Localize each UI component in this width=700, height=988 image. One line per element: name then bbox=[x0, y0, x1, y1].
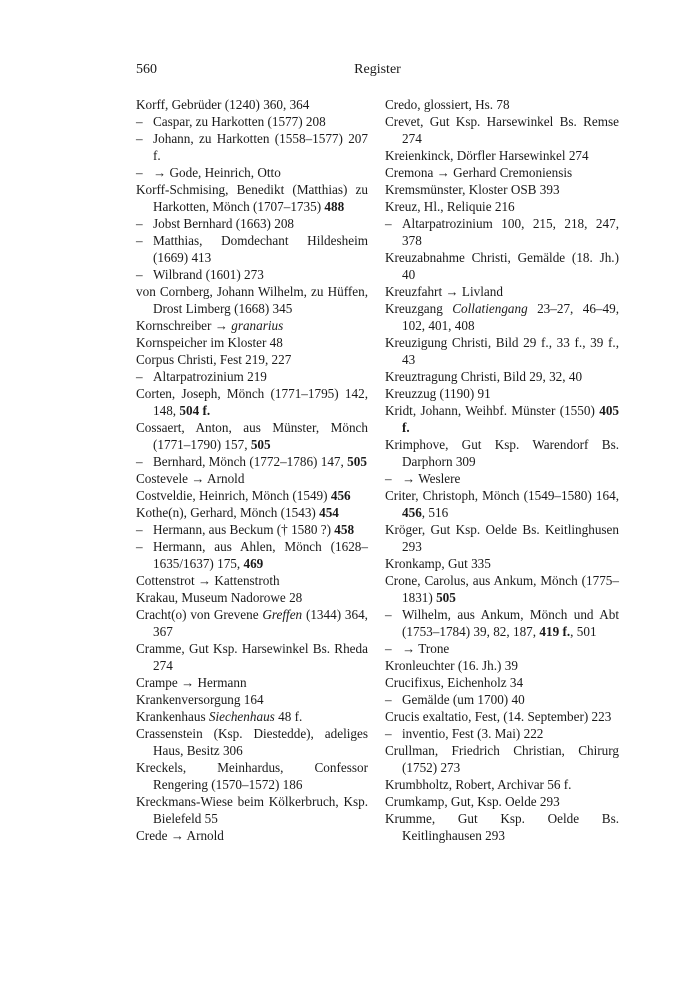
page-ref-bold: 505 bbox=[250, 437, 271, 452]
index-entry bbox=[385, 572, 619, 606]
entry-text: Crevet, Gut Ksp. Harsewinkel Bs. Remse 274 bbox=[385, 114, 619, 146]
index-entry bbox=[385, 810, 619, 844]
index-entry bbox=[136, 708, 368, 725]
index-subentry bbox=[385, 691, 619, 708]
entry-text: Criter, Christoph, Mönch (1549–1580) 164, bbox=[385, 488, 619, 503]
subentry-dash: – bbox=[136, 131, 143, 146]
index-entry bbox=[385, 793, 619, 810]
entry-text: (1344) 364, 367 bbox=[153, 607, 368, 639]
index-subentry bbox=[136, 232, 368, 266]
index-entry bbox=[385, 164, 619, 181]
subentry-dash: – bbox=[385, 641, 392, 656]
index-entry bbox=[385, 249, 619, 283]
index-entry bbox=[136, 96, 368, 113]
index-entry bbox=[385, 181, 619, 198]
entry-text: Bernhard, Mönch (1772–1786) 147, bbox=[153, 454, 348, 469]
entry-text: 23–27, 46–49, 102, 401, 408 bbox=[402, 301, 619, 333]
index-entry bbox=[385, 113, 619, 147]
entry-text: Credo, glossiert, Hs. 78 bbox=[385, 97, 510, 112]
entry-text: Wilhelm, aus Ankum, Mönch und Abt (1753–1784) 39, 82, 187, bbox=[402, 607, 619, 639]
index-subentry bbox=[136, 521, 368, 538]
entry-text: Korff-Schmising, Benedikt (Matthias) zu Harkotten, Mönch (1707–1735) bbox=[136, 182, 368, 214]
entry-text: Kronkamp, Gut 335 bbox=[385, 556, 491, 571]
index-entry bbox=[385, 674, 619, 691]
entry-text: Kreuzzug (1190) 91 bbox=[385, 386, 491, 401]
entry-text: Kreuz, Hl., Reliquie 216 bbox=[385, 199, 515, 214]
index-entry bbox=[136, 504, 368, 521]
index-subentry bbox=[385, 606, 619, 640]
page-ref-bold: 469 bbox=[243, 556, 264, 571]
entry-text: Caspar, zu Harkotten (1577) 208 bbox=[153, 114, 326, 129]
entry-text: Crucis exaltatio, Fest, (14. September) 223 bbox=[385, 709, 612, 724]
index-subentry bbox=[136, 266, 368, 283]
subentry-dash: – bbox=[136, 369, 143, 384]
entry-text: → Gode, Heinrich, Otto bbox=[153, 165, 281, 180]
index-subentry bbox=[136, 164, 368, 181]
index-entry bbox=[136, 606, 368, 640]
entry-text: Costveldie, Heinrich, Mönch (1549) bbox=[136, 488, 331, 503]
subentry-dash: – bbox=[136, 165, 143, 180]
entry-text: Kremsmünster, Kloster OSB 393 bbox=[385, 182, 560, 197]
entry-text: Cottenstrot → Kattenstroth bbox=[136, 573, 280, 588]
index-entry bbox=[136, 351, 368, 368]
index-entry bbox=[385, 368, 619, 385]
entry-text: Korff, Gebrüder (1240) 360, 364 bbox=[136, 97, 310, 112]
entry-text: → Weslere bbox=[402, 471, 461, 486]
entry-text: Gemälde (um 1700) 40 bbox=[402, 692, 525, 707]
index-entry bbox=[385, 776, 619, 793]
index-entry bbox=[385, 96, 619, 113]
index-subentry bbox=[385, 640, 619, 657]
index-entry bbox=[385, 436, 619, 470]
entry-text: Cramme, Gut Ksp. Harsewinkel Bs. Rheda 274 bbox=[136, 641, 368, 673]
entry-text: Hermann, aus Ahlen, Mönch (1628–1635/1637) 175, bbox=[153, 539, 368, 571]
entry-text: Kornschreiber → bbox=[136, 318, 232, 333]
index-entry bbox=[385, 334, 619, 368]
subentry-dash: – bbox=[385, 726, 392, 741]
entry-text: 48 f. bbox=[274, 709, 303, 724]
entry-text: Crumkamp, Gut, Ksp. Oelde 293 bbox=[385, 794, 560, 809]
page-ref-bold: 419 f. bbox=[539, 624, 571, 639]
index-entry bbox=[136, 793, 368, 827]
entry-text: Matthias, Domdechant Hildesheim (1669) 413 bbox=[153, 233, 368, 265]
entry-text: Kreienkinck, Dörfler Harsewinkel 274 bbox=[385, 148, 589, 163]
entry-text: Kreckels, Meinhardus, Confessor Rengering (1570–1572) 186 bbox=[136, 760, 368, 792]
entry-text: Cremona → Gerhard Cremoniensis bbox=[385, 165, 573, 180]
entry-text: Cossaert, Anton, aus Münster, Mönch (1771–1790) 157, bbox=[136, 420, 368, 452]
index-entry bbox=[136, 283, 368, 317]
index-entry bbox=[385, 555, 619, 572]
subentry-dash: – bbox=[136, 216, 143, 231]
entry-text: Corpus Christi, Fest 219, 227 bbox=[136, 352, 292, 367]
index-entry bbox=[385, 300, 619, 334]
entry-text: Altarpatrozinium 100, 215, 218, 247, 378 bbox=[402, 216, 619, 248]
index-entry bbox=[385, 657, 619, 674]
entry-text: , 516 bbox=[421, 505, 449, 520]
subentry-dash: – bbox=[136, 454, 143, 469]
term-italic: Siechenhaus bbox=[208, 709, 275, 724]
entry-text: Cracht(o) von Grevene bbox=[136, 607, 263, 622]
entry-text: Altarpatrozinium 219 bbox=[153, 369, 267, 384]
entry-text: Johann, zu Harkotten (1558–1577) 207 f. bbox=[153, 131, 368, 163]
entry-text: Hermann, aus Beckum († 1580 ?) bbox=[153, 522, 335, 537]
running-title: Register bbox=[354, 62, 401, 77]
index-column-left bbox=[136, 96, 368, 844]
entry-text: Krimphove, Gut Ksp. Warendorf Bs. Darphorn 309 bbox=[385, 437, 619, 469]
index-entry bbox=[385, 708, 619, 725]
entry-text: Kronleuchter (16. Jh.) 39 bbox=[385, 658, 518, 673]
entry-text: Kridt, Johann, Weihbf. Münster (1550) bbox=[385, 403, 600, 418]
entry-text: Krumme, Gut Ksp. Oelde Bs. Keitlinghausen 293 bbox=[385, 811, 619, 843]
entry-text: Jobst Bernhard (1663) 208 bbox=[153, 216, 295, 231]
page-ref-bold: 405 f. bbox=[402, 403, 619, 435]
index-entry bbox=[385, 147, 619, 164]
subentry-dash: – bbox=[136, 539, 143, 554]
index-column-right bbox=[385, 96, 619, 844]
entry-text: Krankenversorgung 164 bbox=[136, 692, 264, 707]
entry-text: Crede → Arnold bbox=[136, 828, 224, 843]
entry-text: Kreuzigung Christi, Bild 29 f., 33 f., 39 f., 43 bbox=[385, 335, 619, 367]
page-ref-bold: 504 f. bbox=[179, 403, 211, 418]
subentry-dash: – bbox=[136, 233, 143, 248]
index-entry bbox=[385, 487, 619, 521]
entry-text: → Trone bbox=[402, 641, 450, 656]
page-ref-bold: 456 bbox=[402, 505, 422, 520]
entry-text: , 501 bbox=[570, 624, 597, 639]
entry-text: Crone, Carolus, aus Ankum, Mönch (1775–1831) bbox=[385, 573, 619, 605]
index-entry bbox=[136, 640, 368, 674]
entry-text: Krumbholtz, Robert, Archivar 56 f. bbox=[385, 777, 572, 792]
index-entry bbox=[385, 198, 619, 215]
entry-text: Crullman, Friedrich Christian, Chirurg (1752) 273 bbox=[385, 743, 619, 775]
entry-text: Kröger, Gut Ksp. Oelde Bs. Keitlinghusen 293 bbox=[385, 522, 619, 554]
index-subentry bbox=[385, 725, 619, 742]
subentry-dash: – bbox=[385, 607, 392, 622]
entry-text: Krankenhaus bbox=[136, 709, 209, 724]
index-entry bbox=[385, 402, 619, 436]
subentry-dash: – bbox=[385, 216, 392, 231]
index-subentry bbox=[136, 113, 368, 130]
entry-text: Kreuztragung Christi, Bild 29, 32, 40 bbox=[385, 369, 583, 384]
index-subentry bbox=[136, 130, 368, 164]
entry-text: Kornspeicher im Kloster 48 bbox=[136, 335, 283, 350]
entry-text: Kreuzgang bbox=[385, 301, 453, 316]
subentry-dash: – bbox=[136, 267, 143, 282]
subentry-dash: – bbox=[385, 692, 392, 707]
page-ref-bold: 456 bbox=[330, 488, 351, 503]
entry-text: Costevele → Arnold bbox=[136, 471, 245, 486]
index-subentry bbox=[385, 215, 619, 249]
entry-text: inventio, Fest (3. Mai) 222 bbox=[402, 726, 544, 741]
index-entry bbox=[136, 419, 368, 453]
page-ref-bold: 505 bbox=[436, 590, 456, 605]
page-ref-bold: 454 bbox=[319, 505, 339, 520]
index-entry bbox=[136, 759, 368, 793]
entry-text: Kreuzabnahme Christi, Gemälde (18. Jh.) 40 bbox=[385, 250, 619, 282]
page-ref-bold: 458 bbox=[334, 522, 355, 537]
subentry-dash: – bbox=[136, 522, 143, 537]
index-subentry bbox=[136, 453, 368, 470]
entry-text: Crassenstein (Ksp. Diestedde), adeliges Haus, Besitz 306 bbox=[136, 726, 368, 758]
entry-text: von Cornberg, Johann Wilhelm, zu Hüffen, Drost Limberg (1668) 345 bbox=[136, 284, 368, 316]
index-entry bbox=[136, 317, 368, 334]
index-entry bbox=[136, 487, 368, 504]
index-entry bbox=[385, 283, 619, 300]
entry-text: Kreuzfahrt → Livland bbox=[385, 284, 503, 299]
index-entry bbox=[136, 691, 368, 708]
term-italic: Collatiengang bbox=[452, 301, 528, 316]
entry-text: Crampe → Hermann bbox=[136, 675, 247, 690]
entry-text: Kothe(n), Gerhard, Mönch (1543) bbox=[136, 505, 320, 520]
entry-text: Corten, Joseph, Mönch (1771–1795) 142, 148, bbox=[136, 386, 368, 418]
index-entry bbox=[136, 572, 368, 589]
page-ref-bold: 488 bbox=[324, 199, 345, 214]
term-italic: granarius bbox=[231, 318, 284, 333]
page-number: 560 bbox=[136, 62, 157, 77]
index-subentry bbox=[136, 215, 368, 232]
index-entry bbox=[136, 725, 368, 759]
index-entry bbox=[385, 385, 619, 402]
index-entry bbox=[385, 521, 619, 555]
entry-text: Krakau, Museum Nadorowe 28 bbox=[136, 590, 303, 605]
index-entry bbox=[136, 589, 368, 606]
index-entry bbox=[136, 470, 368, 487]
index-subentry bbox=[385, 470, 619, 487]
index-entry bbox=[136, 181, 368, 215]
index-entry bbox=[136, 385, 368, 419]
subentry-dash: – bbox=[136, 114, 143, 129]
entry-text: Kreckmans-Wiese beim Kölkerbruch, Ksp. Bielefeld 55 bbox=[136, 794, 368, 826]
index-entry bbox=[136, 334, 368, 351]
entry-text: Wilbrand (1601) 273 bbox=[153, 267, 264, 282]
index-subentry bbox=[136, 538, 368, 572]
index-entry bbox=[385, 742, 619, 776]
page-header bbox=[136, 62, 619, 80]
index-entry bbox=[136, 827, 368, 844]
term-italic: Greffen bbox=[262, 607, 303, 622]
index-subentry bbox=[136, 368, 368, 385]
page-ref-bold: 505 bbox=[347, 454, 367, 469]
entry-text: Crucifixus, Eichenholz 34 bbox=[385, 675, 524, 690]
index-entry bbox=[136, 674, 368, 691]
subentry-dash: – bbox=[385, 471, 392, 486]
